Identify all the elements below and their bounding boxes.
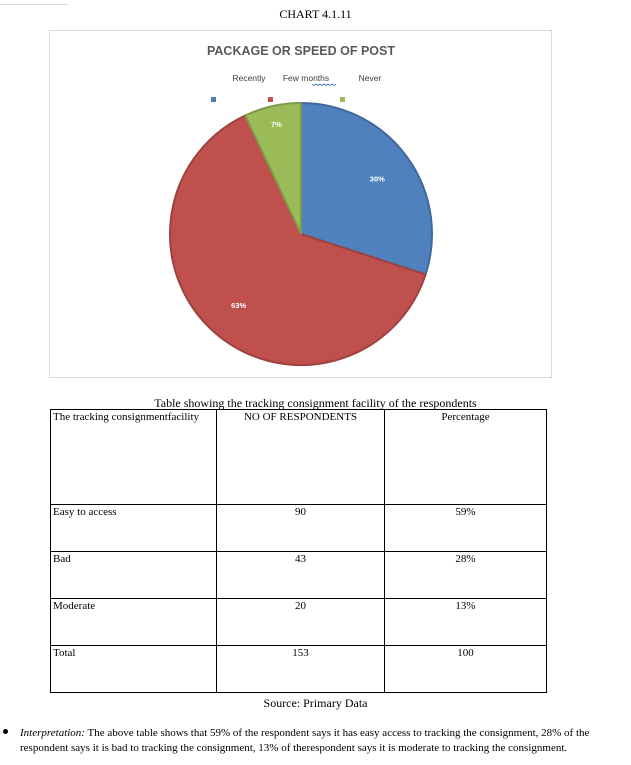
chart-heading: CHART 4.1.11 [279, 7, 352, 21]
spellcheck-underline [312, 84, 336, 86]
source-note: Source: Primary Data [263, 696, 368, 710]
cell-percentage: 13% [385, 599, 547, 646]
bullet-icon [3, 729, 8, 734]
table-row [51, 505, 547, 552]
interpretation-text: The above table shows that 59% of the respondent says it has easy access to tracking the consignment, 28% of the respondent says it is bad to tracking the consignment, 13% of therespondent says it is moderate to tracking the consignment. [20, 727, 590, 754]
pie-chart-canvas [50, 31, 553, 379]
cell-percentage: 59% [385, 505, 547, 552]
cell-facility: Total [51, 646, 217, 693]
legend-label: Recently [232, 73, 266, 83]
slice-data-label: 7% [271, 120, 282, 130]
cell-percentage: 100 [385, 646, 547, 693]
cell-respondents: 153 [217, 646, 385, 693]
legend-swatch [268, 97, 273, 102]
interpretation-label: Interpretation: [20, 727, 85, 739]
table-row [51, 599, 547, 646]
chart-title: PACKAGE OR SPEED OF POST [207, 44, 395, 58]
cell-facility: Easy to access [51, 505, 217, 552]
table-caption: Table showing the tracking consignment facility of the respondents [154, 396, 477, 410]
table-row [51, 646, 547, 693]
cell-respondents: 20 [217, 599, 385, 646]
legend-swatch [211, 97, 216, 102]
legend-label: Never [358, 73, 382, 83]
chart-legend [211, 73, 381, 102]
interpretation-paragraph [20, 726, 624, 755]
legend-label: Few months [282, 73, 330, 83]
legend-swatch [340, 97, 345, 102]
slice-data-label: 30% [369, 174, 385, 184]
respondents-table [50, 409, 547, 693]
top-divider [0, 4, 68, 5]
cell-respondents: 43 [217, 552, 385, 599]
table-row [51, 552, 547, 599]
pie-chart [49, 30, 552, 378]
slice-data-label: 63% [231, 300, 247, 310]
table-header-row [51, 410, 547, 505]
cell-facility: Moderate [51, 599, 217, 646]
cell-percentage: 28% [385, 552, 547, 599]
column-header-percentage: Percentage [385, 410, 547, 505]
cell-facility: Bad [51, 552, 217, 599]
pie-slices [170, 103, 432, 365]
cell-respondents: 90 [217, 505, 385, 552]
column-header-respondents: NO OF RESPONDENTS [217, 410, 385, 505]
column-header-facility: The tracking consignmentfacility [51, 410, 217, 505]
